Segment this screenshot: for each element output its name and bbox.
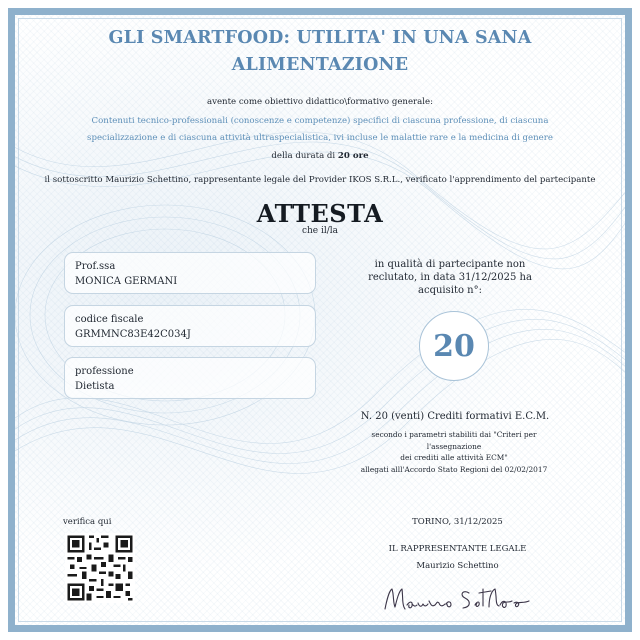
legal-representative xyxy=(375,541,540,575)
title-line-2: ALIMENTAZIONE xyxy=(231,55,409,75)
acquisition-line-1: in qualità di partecipante non xyxy=(374,259,526,270)
acquisition-text xyxy=(355,258,545,297)
objective-desc-line-2: specializzazione e di ciascuna attività ultraspecialistica, ivi incluse le malattie rare e la medicina di genere xyxy=(87,133,553,143)
parameters-line-1: secondo i parametri stabiliti dai "Criteri per xyxy=(371,430,537,439)
certificate-frame xyxy=(8,8,632,632)
profession-box xyxy=(64,357,316,399)
declaration-text: il sottoscritto Maurizio Schettino, rappresentante legale del Provider IKOS S.R.L., verificato l'apprendimento del partecipante xyxy=(44,175,596,185)
profession-label: professione xyxy=(75,366,134,377)
certificate-title xyxy=(55,25,585,79)
duration-prefix: della durata di xyxy=(271,151,336,161)
legal-rep-name: Maurizio Schettino xyxy=(416,561,499,571)
participant-name: MONICA GERMANI xyxy=(75,276,178,287)
parameters-text xyxy=(345,429,563,475)
credits-text: N. 20 (venti) Crediti formativi E.C.M. xyxy=(360,411,550,422)
che-il-la-text: che il/la xyxy=(301,226,339,236)
fiscal-code-value: GRMMNC83E42C034J xyxy=(75,329,191,340)
attesta-heading: ATTESTA xyxy=(256,199,384,228)
profession-value: Dietista xyxy=(75,381,115,392)
duration-line xyxy=(35,151,605,161)
parameters-line-2: l'assegnazione xyxy=(426,441,482,451)
acquisition-line-3: acquisito n°: xyxy=(418,285,482,296)
credits-number-circle: 20 xyxy=(419,311,489,381)
qr-code[interactable] xyxy=(65,533,135,603)
fiscal-code-box xyxy=(64,305,316,347)
parameters-line-4: allegati alll'Accordo Stato Regioni del 02/02/2017 xyxy=(360,464,548,474)
legal-rep-label: IL RAPPRESENTANTE LEGALE xyxy=(388,544,527,554)
duration-value: 20 ore xyxy=(337,151,369,161)
verify-label: verifica qui xyxy=(63,517,112,527)
place-date: TORINO, 31/12/2025 xyxy=(412,517,503,527)
objective-intro: avente come obiettivo didattico\formativo generale: xyxy=(206,97,434,107)
objective-desc-line-1: Contenuti tecnico-professionali (conoscenze e competenze) specifici di ciascuna professione, di ciascuna xyxy=(91,116,549,126)
fiscal-code-label: codice fiscale xyxy=(75,314,144,325)
title-line-1: GLI SMARTFOOD: UTILITA' IN UNA SANA xyxy=(108,28,532,48)
acquisition-line-2: reclutato, in data 31/12/2025 ha xyxy=(368,272,532,283)
participant-title: Prof.ssa xyxy=(75,261,116,272)
signature-image xyxy=(379,579,549,619)
parameters-line-3: dei crediti alle attività ECM" xyxy=(400,453,508,462)
participant-name-box xyxy=(64,252,316,294)
